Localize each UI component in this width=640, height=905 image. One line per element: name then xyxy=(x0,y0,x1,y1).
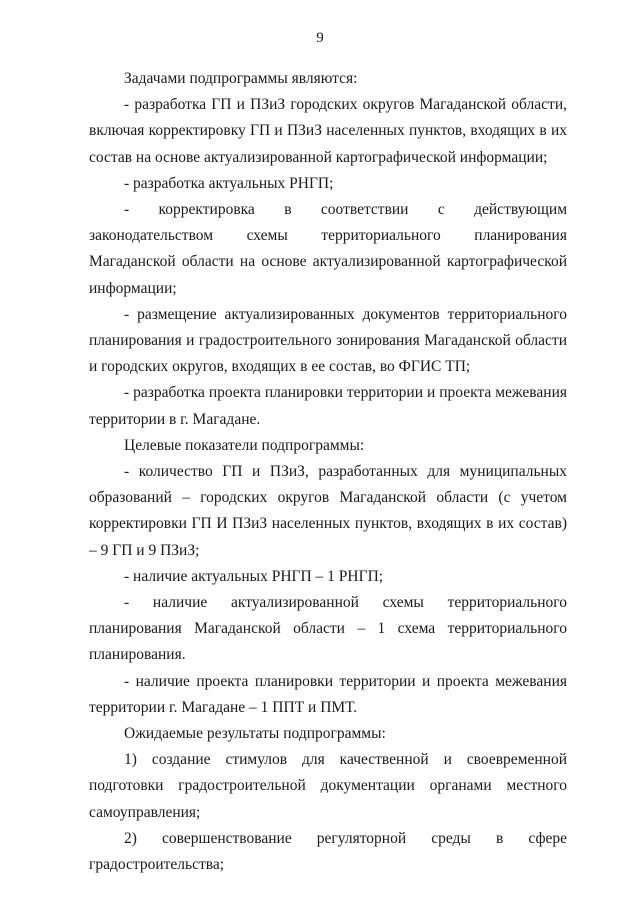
paragraph-target-rngp: - наличие актуальных РНГП – 1 РНГП; xyxy=(124,567,384,585)
paragraph-task-gp-pziz: - разработка ГП и ПЗиЗ городских округов Магаданской области, включая корректировку ГП и ПЗиЗ населенных пунктов, входящих в их состав на основе актуализированной картографической информации; xyxy=(89,96,567,166)
paragraph-result-incentives: 1) создание стимулов для качественной и своевременной подготовки градостроительной документации органами местного самоуправления; xyxy=(89,751,567,821)
paragraph-targets-heading: Целевые показатели подпрограммы: xyxy=(124,436,365,454)
paragraph-results-heading: Ожидаемые результаты подпрограммы: xyxy=(124,725,386,743)
paragraph-target-gp-count: - количество ГП и ПЗиЗ, разработанных для муниципальных образований – городских округов Магаданской области (с учетом корректировки ГП И ПЗиЗ населенных пунктов, входящих в их состав) – 9 ГП и 9 ПЗиЗ; xyxy=(89,463,567,559)
paragraph-task-fgis-placement: - размещение актуализированных документов территориального планирования и градостроительного зонирования Магаданской области и городских округов, входящих в ее состав, во ФГИС ТП; xyxy=(89,305,567,376)
paragraph-target-stp: - наличие актуализированной схемы территориального планирования Магаданской области – 1 схема территориального планирования. xyxy=(89,594,567,664)
paragraph-task-rngp: - разработка актуальных РНГП; xyxy=(124,174,334,192)
paragraph-result-regulatory: 2) совершенствование регуляторной среды в сфере градостроительства; xyxy=(89,829,567,874)
paragraph-tasks-heading: Задачами подпрограммы являются: xyxy=(124,70,358,87)
paragraph-target-ppt-pmt: - наличие проекта планировки территории и проекта межевания территории г. Магадане – 1 ППТ и ПМТ. xyxy=(89,672,567,716)
document-body xyxy=(89,66,567,878)
page-number: 9 xyxy=(316,30,324,46)
paragraph-task-ppt-pmt: - разработка проекта планировки территории и проекта межевания территории в г. Магадане. xyxy=(89,384,567,428)
paragraph-task-stp-correction: - корректировка в соответствии с действующим законодательством схемы территориального планирования Магаданской области на основе актуализированной картографической информации; xyxy=(89,201,567,297)
